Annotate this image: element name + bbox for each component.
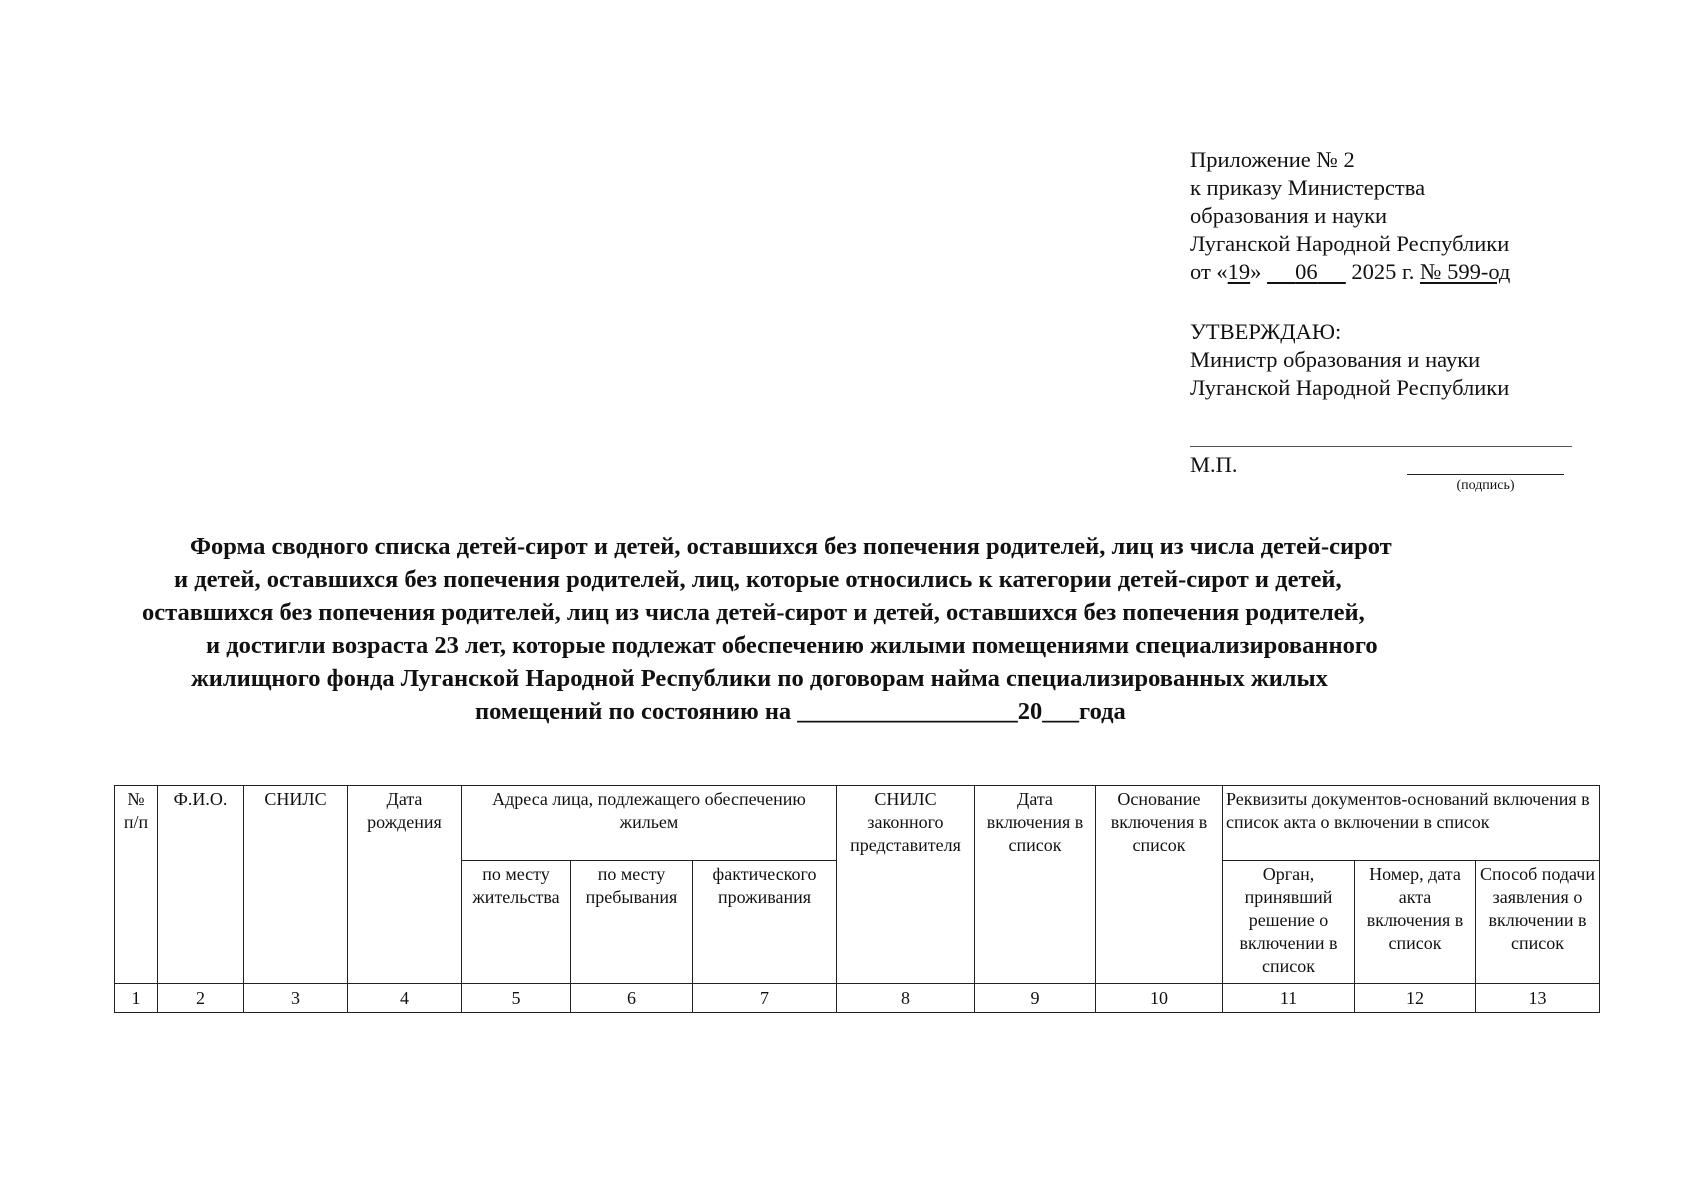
title-line: и достигли возраста 23 лет, которые подлежат обеспечению жилыми помещениями специализированного (206, 632, 1378, 659)
header-inclusion-basis: Основание включения в список (1096, 786, 1223, 984)
header-birth-date: Дата рождения (348, 786, 462, 984)
title-line: помещений по состоянию на __________________20___года (475, 698, 1126, 725)
column-number: 5 (462, 984, 571, 1013)
title-line: оставшихся без попечения родителей, лиц из числа детей-сирот и детей, оставшихся без попечения родителей, (142, 599, 1365, 626)
date-prefix: от « (1190, 259, 1228, 284)
header-address-stay: по месту пребывания (571, 861, 693, 984)
header-row (115, 786, 1600, 861)
date-mid: » (1250, 259, 1262, 284)
approval-minister-line: Министр образования и науки (1190, 347, 1481, 372)
title-line: Форма сводного списка детей-сирот и детей, оставшихся без попечения родителей, лиц из числа детей-сирот (190, 533, 1392, 560)
name-line (1190, 446, 1572, 447)
summary-list-table (114, 785, 1600, 1013)
header-snils: СНИЛС (244, 786, 348, 984)
header-address-group: Адреса лица, подлежащего обеспечению жильем (462, 786, 837, 861)
form-title (80, 530, 1620, 728)
signature-line (1407, 474, 1564, 475)
annex-date-line (1190, 258, 1610, 286)
column-number: 7 (693, 984, 837, 1013)
header-address-residence: по месту жительства (462, 861, 571, 984)
header-snils-representative: СНИЛС законного представителя (837, 786, 975, 984)
annex-block (1190, 146, 1610, 286)
column-number: 3 (244, 984, 348, 1013)
annex-ministry-line: образования и науки (1190, 203, 1388, 228)
column-number-row (115, 984, 1600, 1013)
column-number: 10 (1096, 984, 1223, 1013)
approval-republic-line: Луганской Народной Республики (1190, 375, 1510, 400)
column-number: 12 (1355, 984, 1476, 1013)
column-number: 4 (348, 984, 462, 1013)
column-number: 2 (158, 984, 244, 1013)
header-act-number: Номер, дата акта включения в список (1355, 861, 1476, 984)
date-month: 06 (1295, 259, 1318, 284)
header-documents-group: Реквизиты документов-оснований включения в список акта о включении в список (1223, 786, 1600, 861)
approval-block (1190, 318, 1610, 402)
header-fio: Ф.И.О. (158, 786, 244, 984)
header-num: № п/п (115, 786, 158, 984)
annex-republic-line: Луганской Народной Республики (1190, 231, 1510, 256)
column-number: 11 (1223, 984, 1355, 1013)
title-line: и детей, оставшихся без попечения родителей, лиц, которые относились к категории детей-сирот и детей, (174, 566, 1342, 593)
annex-title: Приложение № 2 (1190, 147, 1355, 172)
column-number: 6 (571, 984, 693, 1013)
column-number: 13 (1476, 984, 1600, 1013)
signature-caption: (подпись) (1456, 478, 1515, 493)
annex-order-line: к приказу Министерства (1190, 175, 1426, 200)
header-inclusion-date: Дата включения в список (975, 786, 1096, 984)
date-day: 19 (1227, 259, 1251, 284)
approval-heading: УТВЕРЖДАЮ: (1190, 319, 1342, 344)
header-organ: Орган, принявший решение о включении в список (1223, 861, 1355, 984)
title-line: жилищного фонда Луганской Народной Республики по договорам найма специализированных жилых (191, 665, 1328, 692)
stamp-label: М.П. (1190, 452, 1238, 477)
order-number: № 599-од (1420, 259, 1511, 284)
column-number: 9 (975, 984, 1096, 1013)
header-submission-method: Способ подачи заявления о включении в список (1476, 861, 1600, 984)
header-address-actual: фактического проживания (693, 861, 837, 984)
column-number: 1 (115, 984, 158, 1013)
column-number: 8 (837, 984, 975, 1013)
date-year: 2025 г. (1351, 259, 1415, 284)
